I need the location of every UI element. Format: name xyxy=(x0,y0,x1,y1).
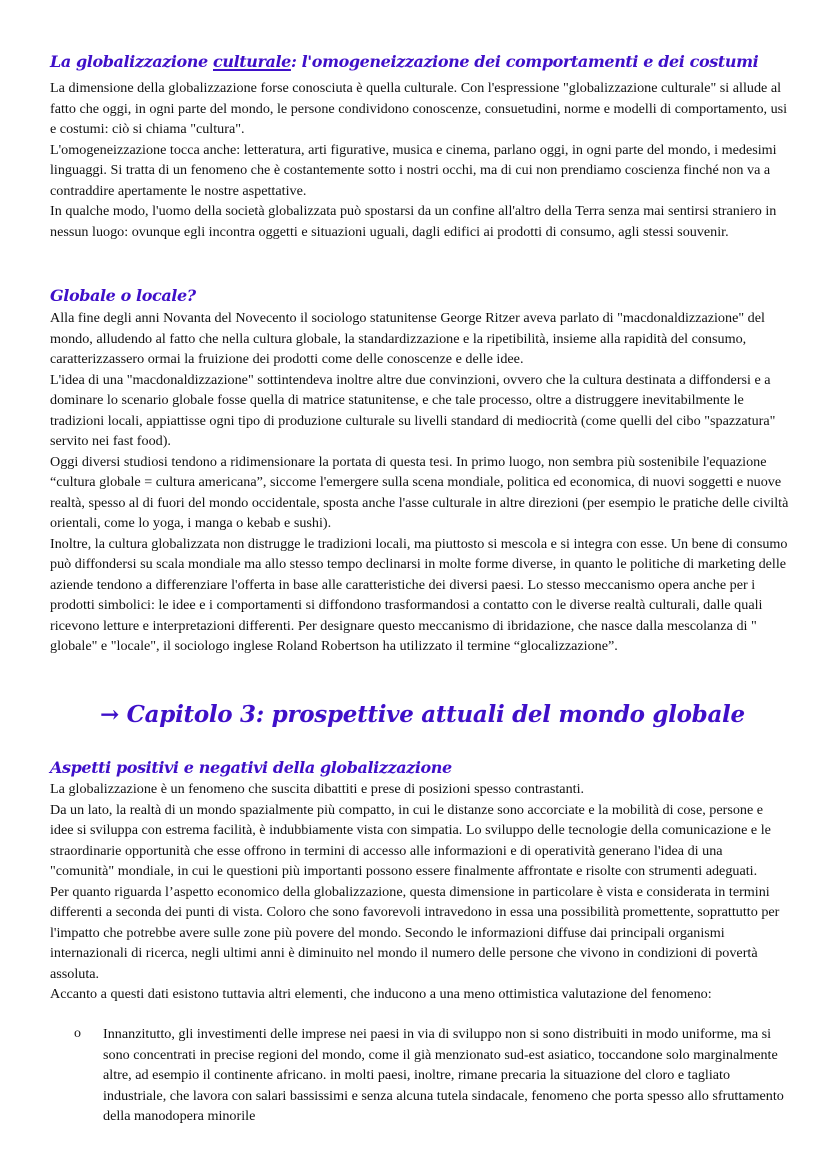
paragraph: Accanto a questi dati esistono tuttavia altri elementi, che inducono a una meno ottimistica valutazione del fenomeno: xyxy=(50,986,712,1002)
paragraph: Alla fine degli anni Novanta del Novecento il sociologo statunitense George Ritzer aveva parlato di "macdonaldizzazione" del mondo, alludendo al fatto che nella cultura globale, la standardizzazione e la ripetibilità, insieme alla rapidità del consumo, caratterizzassero ormai la fruizione dei prodotti come delle conoscenze e delle idee. xyxy=(50,310,765,367)
heading-suffix: : l'omogeneizzazione dei comportamenti e dei costumi xyxy=(290,52,759,71)
section1-body xyxy=(50,78,790,242)
section2-body xyxy=(50,308,790,657)
paragraph: La dimensione della globalizzazione forse conosciuta è quella culturale. Con l'espressione "globalizzazione culturale" si allude al fatto che oggi, in ogni parte del mondo, le persone condividono conoscenze, consuetudini, norme e modelli di comportamento, usi e costumi: ciò si chiama "cultura". xyxy=(50,80,788,137)
paragraph: Inoltre, la cultura globalizzata non distrugge le tradizioni locali, ma piuttosto si mescola e si integra con esse. Un bene di consumo può diffondersi su scala mondiale ma allo stesso tempo declinarsi in molte forme diverse, in quanto le politiche di marketing delle aziende tendono a differenziare l'offerta in base alle caratteristiche dei diversi paesi. Lo stesso meccanismo opera anche per i prodotti simbolici: le idee e i comportamenti si diffondono trasformandosi a contatto con le diverse realtà culturali, dalle quali ricevono letture e interpretazioni differenti. Per designare questo meccanismo di ibridazione, che nasce dalla mescolanza di " globale" e "locale", il sociologo inglese Roland Robertson ha utilizzato il termine “glocalizzazione”. xyxy=(50,535,788,654)
section-heading-cultural-globalization xyxy=(50,52,758,71)
paragraph: In qualche modo, l'uomo della società globalizzata può spostarsi da un confine all'altro della Terra senza mai sentirsi straniero in nessun luogo: ovunque egli incontra oggetti e situazioni uguali, dagli edifici ai prodotti di consumo, agli stessi souvenir. xyxy=(50,203,777,240)
paragraph: Per quanto riguarda l’aspetto economico della globalizzazione, questa dimensione in particolare è vista e considerata in termini differenti a seconda dei punti di vista. Coloro che sono favorevoli intravedono in essa una possibilità promettente, soprattutto per l'impatto che potrebbe avere sulle zone più povere del mondo. Secondo le informazioni diffuse dai principali organismi internazionali di ricerca, negli ultimi anni è diminuito nel mondo il numero delle persone che vivono in condizioni di povertà assoluta. xyxy=(50,883,780,982)
bullet-list xyxy=(50,1024,790,1127)
chapter-title: → Capitolo 3: prospettive attuali del mondo globale xyxy=(100,701,745,728)
section-heading-global-local: Globale o locale? xyxy=(50,286,196,305)
section3-body xyxy=(50,779,790,1005)
section-heading-pros-cons: Aspetti positivi e negativi della globalizzazione xyxy=(50,758,452,777)
heading-prefix: La globalizzazione xyxy=(50,52,213,71)
paragraph: L'idea di una "macdonaldizzazione" sottintendeva inoltre altre due convinzioni, ovvero che la cultura destinata a diffondersi e a dominare lo scenario globale fosse quella di matrice statunitense, e che tale processo, oltre a distruggere inevitabilmente le tradizioni locali, appiattisse ogni tipo di produzione culturale su livelli standard di mediocrità (come quelli del cibo "spazzatura" servito nei fast food). xyxy=(50,371,776,449)
paragraph: Da un lato, la realtà di un mondo spazialmente più compatto, in cui le distanze sono accorciate e la mobilità di cose, persone e idee si sviluppa con estrema facilità, è indubbiamente vista con simpatia. Lo sviluppo delle tecnologie della comunicazione e le straordinarie opportunità che esse offrono in termini di accesso alle informazioni e di operatività generano l'idea di una "comunità" mondiale, in cui le questioni più importanti possono essere finalmente affrontate e risolte con strumenti adeguati. xyxy=(50,801,771,879)
list-item xyxy=(50,1024,790,1127)
bullet-marker: o xyxy=(74,1026,81,1041)
list-item-text: Innanzitutto, gli investimenti delle imprese nei paesi in via di sviluppo non si sono distribuiti in modo uniforme, ma si sono concentrati in precise regioni del mondo, come il già menzionato sud-est asiatico, toccandone solo marginalmente altre, ad esempio il continente africano. in molti paesi, inoltre, rimane precaria la situazione del cloro e tagliato industriale, che lavora con salari bassissimi e senza alcuna tutela sindacale, fenomeno che porta spesso allo sfruttamento della manodopera minorile xyxy=(103,1026,784,1124)
heading-underlined-word: culturale xyxy=(213,52,291,71)
paragraph: La globalizzazione è un fenomeno che suscita dibattiti e prese di posizioni spesso contrastanti. xyxy=(50,781,585,797)
paragraph: L'omogeneizzazione tocca anche: letteratura, arti figurative, musica e cinema, parlano oggi, in ogni parte del mondo, i medesimi linguaggi. Si tratta di un fenomeno che è costantemente sotto i nostri occhi, ma di cui non prendiamo coscienza finché non va a contraddire apertamente le nostre aspettative. xyxy=(50,141,777,199)
paragraph: Oggi diversi studiosi tendono a ridimensionare la portata di questa tesi. In primo luogo, non sembra più sostenibile l'equazione “cultura globale = cultura americana”, siccome l'emergere sulla scena mondiale, politica ed economica, di nuovi soggetti e nuove realtà, spesso al di fuori del mondo occidentale, sposta anche l'asse culturale in altre direzioni (per esempio le pratiche delle civiltà orientali, come lo yoga, i manga o kebab e sushi). xyxy=(50,453,789,531)
